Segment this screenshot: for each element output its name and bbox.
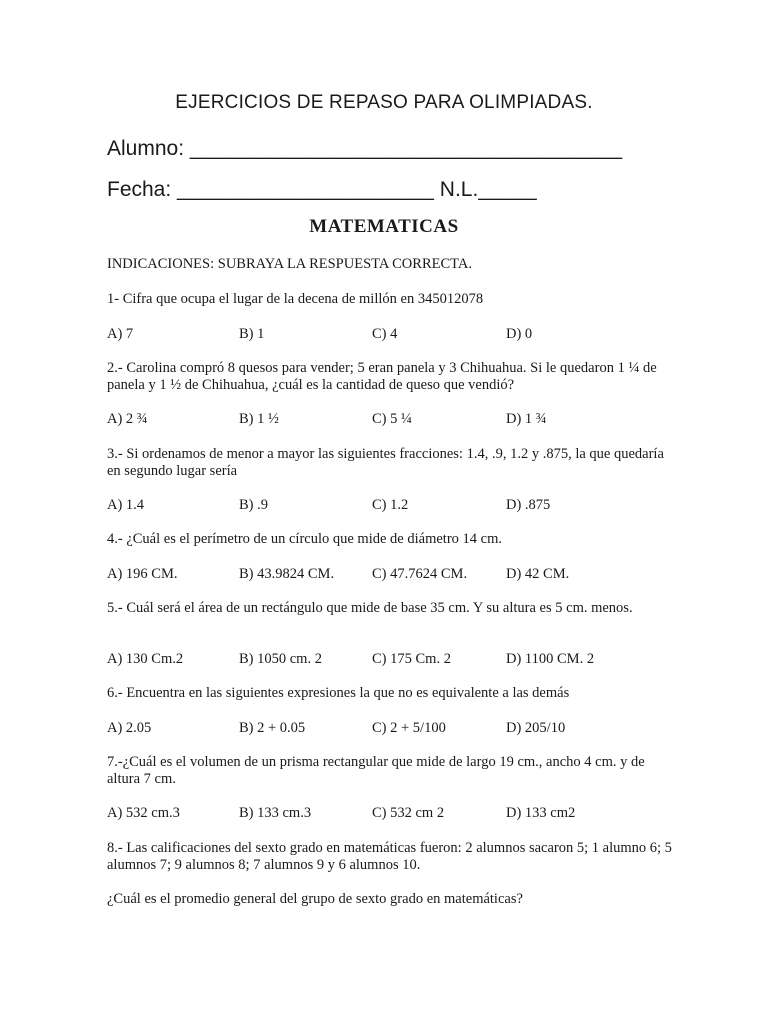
question-6-option-b[interactable]: B) 2 + 0.05 — [239, 720, 306, 736]
question-3-text: 3.- Si ordenamos de menor a mayor las siguientes fracciones: 1.4, .9, 1.2 y .875, la que quedaría en segundo lugar sería — [107, 446, 664, 479]
question-5-text: 5.- Cuál será el área de un rectángulo que mide de base 35 cm. Y su altura es 5 cm. menos. — [107, 600, 633, 616]
question-1-option-b[interactable]: B) 1 — [239, 326, 265, 342]
date-field: Fecha: ______________________ N.L._____ — [107, 178, 537, 201]
question-6-option-d[interactable]: D) 205/10 — [506, 720, 566, 736]
question-7-text: 7.-¿Cuál es el volumen de un prisma rectangular que mide de largo 19 cm., ancho 4 cm. y de altura 7 cm. — [107, 754, 645, 787]
subject-heading: MATEMATICAS — [309, 216, 459, 237]
question-6-option-a[interactable]: A) 2.05 — [107, 720, 152, 736]
final-question-text: ¿Cuál es el promedio general del grupo de sexto grado en matemáticas? — [107, 891, 523, 907]
question-3-option-d[interactable]: D) .875 — [506, 497, 551, 513]
question-3-option-b[interactable]: B) .9 — [239, 497, 268, 513]
question-4-option-c[interactable]: C) 47.7624 CM. — [372, 566, 468, 582]
question-4-option-a[interactable]: A) 196 CM. — [107, 566, 178, 582]
question-3-option-c[interactable]: C) 1.2 — [372, 497, 409, 513]
question-1-text: 1- Cifra que ocupa el lugar de la decena de millón en 345012078 — [107, 291, 484, 307]
question-2-option-c[interactable]: C) 5 ¼ — [372, 411, 412, 427]
question-8-text: 8.- Las calificaciones del sexto grado en matemáticas fueron: 2 alumnos sacaron 5; 1 alumno 6; 5 alumnos 7; 9 alumnos 8; 7 alumnos 9 y 6 alumnos 10. — [107, 840, 672, 873]
question-2-option-a[interactable]: A) 2 ¾ — [107, 411, 148, 427]
question-4-option-d[interactable]: D) 42 CM. — [506, 566, 570, 582]
question-2-text: 2.- Carolina compró 8 quesos para vender; 5 eran panela y 3 Chihuahua. Si le quedaron 1 ¼ de panela y 1 ½ de Chihuahua, ¿cuál es la cantidad de queso que vendió? — [107, 360, 657, 393]
instructions: INDICACIONES: SUBRAYA LA RESPUESTA CORRECTA. — [107, 256, 472, 272]
question-5-option-d[interactable]: D) 1100 CM. 2 — [506, 651, 595, 667]
question-5-option-a[interactable]: A) 130 Cm.2 — [107, 651, 184, 667]
question-2-option-d[interactable]: D) 1 ¾ — [506, 411, 547, 427]
question-4-text: 4.- ¿Cuál es el perímetro de un círculo que mide de diámetro 14 cm. — [107, 531, 502, 547]
question-3-option-a[interactable]: A) 1.4 — [107, 497, 145, 513]
worksheet-title: EJERCICIOS DE REPASO PARA OLIMPIADAS. — [175, 92, 593, 113]
question-1-option-d[interactable]: D) 0 — [506, 326, 533, 342]
question-6-option-c[interactable]: C) 2 + 5/100 — [372, 720, 446, 736]
question-6-text: 6.- Encuentra en las siguientes expresiones la que no es equivalente a las demás — [107, 685, 570, 701]
question-5-option-b[interactable]: B) 1050 cm. 2 — [239, 651, 322, 667]
question-5-option-c[interactable]: C) 175 Cm. 2 — [372, 651, 451, 667]
question-7-option-d[interactable]: D) 133 cm2 — [506, 805, 576, 821]
student-name-field: Alumno: _____________________________________ — [107, 137, 623, 160]
question-4-option-b[interactable]: B) 43.9824 CM. — [239, 566, 335, 582]
question-7-option-c[interactable]: C) 532 cm 2 — [372, 805, 445, 821]
question-1-option-c[interactable]: C) 4 — [372, 326, 398, 342]
question-2-option-b[interactable]: B) 1 ½ — [239, 411, 279, 427]
question-7-option-b[interactable]: B) 133 cm.3 — [239, 805, 312, 821]
question-7-option-a[interactable]: A) 532 cm.3 — [107, 805, 180, 821]
question-1-option-a[interactable]: A) 7 — [107, 326, 134, 342]
